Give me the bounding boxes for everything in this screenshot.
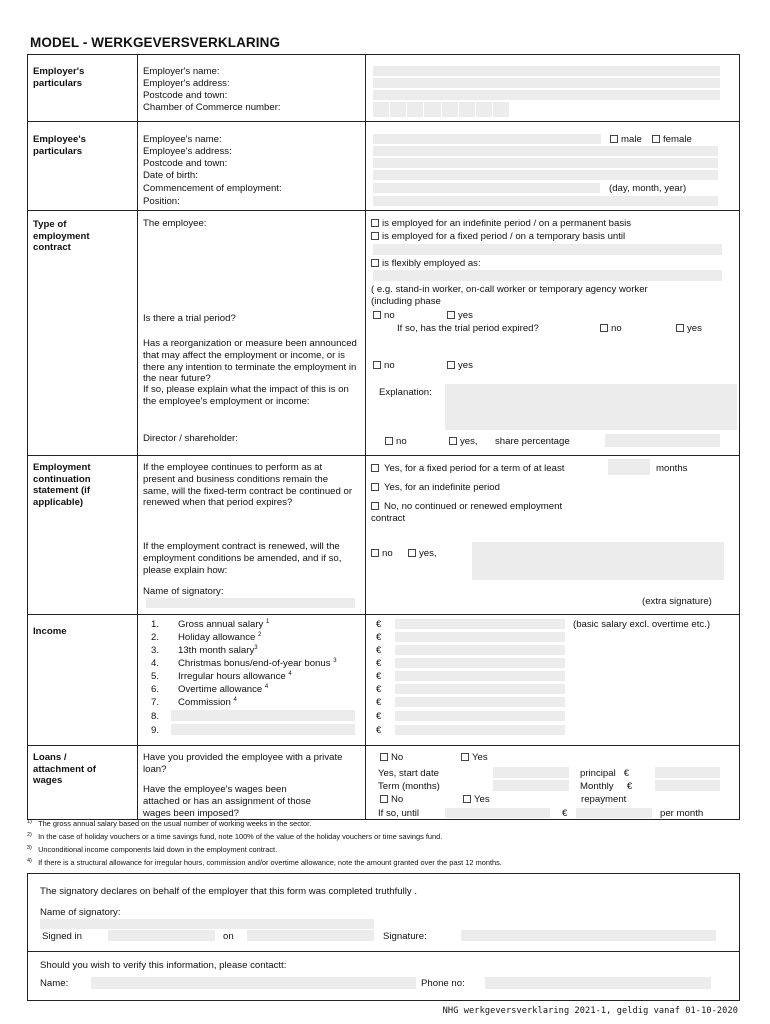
term-field[interactable] <box>493 780 569 791</box>
continue-no-checkbox[interactable] <box>371 502 379 510</box>
footnote: $^{2)}$ In the case of holiday vouchers or a time savings fund, note 100% of the value of the holiday vouchers or time savings fund. <box>27 832 443 841</box>
flexible-checkbox[interactable] <box>371 259 379 267</box>
flexible-label: is flexibly employed as: <box>382 258 481 269</box>
trial-expired-no-label: no <box>611 323 622 334</box>
income-amount-field[interactable] <box>395 697 565 707</box>
income-amount-field[interactable] <box>395 658 565 668</box>
employee-name-field[interactable] <box>373 134 601 144</box>
trial-yes-option[interactable] <box>447 310 473 322</box>
income-amount-field[interactable] <box>395 645 565 655</box>
section-continuation: Employment continuation statement (if applicable) <box>33 462 91 508</box>
footnote: $^{4)}$ If there is a structural allowance for irregular hours, commission and/or overtime allowance, note the amount granted over the past 12 months. <box>27 858 502 867</box>
contact-name-label: Name: <box>40 978 69 989</box>
employee-address-label: Employee's address: <box>143 146 232 157</box>
loan-yes-option[interactable] <box>461 752 488 764</box>
fixed-checkbox[interactable] <box>371 232 379 240</box>
conditions-yes-checkbox[interactable] <box>408 549 416 557</box>
income-amount-field[interactable] <box>395 725 565 735</box>
employer-address-label: Employer's address: <box>143 78 230 89</box>
if-so-until-label: If so, until <box>378 808 420 819</box>
continue-indefinite-option[interactable] <box>371 482 500 494</box>
continue-months-field[interactable] <box>608 459 650 475</box>
continue-no-label: No, no continued or renewed employment contract <box>371 501 563 524</box>
income-item-label: Gross annual salary $^1$ <box>178 619 270 630</box>
the-employee-label: The employee: <box>143 218 207 229</box>
income-item-number: 1. <box>151 619 160 630</box>
income-item-number: 2. <box>151 632 160 643</box>
income-item-number: 3. <box>151 645 160 656</box>
declaration-signatory-label: Name of signatory: <box>40 907 121 918</box>
continue-no-option[interactable] <box>371 501 596 525</box>
declaration-statement: The signatory declares on behalf of the employer that this form was completed truthfully . <box>40 886 418 897</box>
section-loans: Loans / attachment of wages <box>33 752 96 786</box>
declaration-signatory-field[interactable] <box>40 919 374 929</box>
on-label: on <box>223 931 234 942</box>
gender-female-option[interactable] <box>652 134 692 146</box>
male-label: male <box>621 134 642 145</box>
repayment-label: repayment <box>581 794 627 805</box>
indefinite-checkbox[interactable] <box>371 219 379 227</box>
term-label: Term (months) <box>378 781 440 792</box>
per-month-field[interactable] <box>576 808 652 818</box>
employer-postcode-field[interactable] <box>373 90 720 100</box>
employer-name-label: Employer's name: <box>143 66 220 77</box>
per-month-label: per month <box>660 808 704 819</box>
currency-symbol: € <box>376 632 382 643</box>
director-no-checkbox[interactable] <box>385 437 393 445</box>
income-item-8-label-field[interactable] <box>171 710 355 721</box>
trial-question: Is there a trial period? <box>143 313 236 324</box>
form-title: MODEL - WERKGEVERSVERKLARING <box>30 35 281 50</box>
contact-name-field[interactable] <box>91 977 416 989</box>
trial-no-option[interactable] <box>373 310 395 322</box>
footnote: $^{3)}$ Unconditional income components laid down in the employment contract. <box>27 845 278 854</box>
employer-name-field[interactable] <box>373 66 720 76</box>
conditions-yes-label: yes, <box>419 548 437 559</box>
conditions-no-checkbox[interactable] <box>371 549 379 557</box>
currency-symbol: € <box>376 619 382 630</box>
employer-coc-label: Chamber of Commerce number: <box>143 102 281 113</box>
attachment-no-option[interactable] <box>380 794 403 806</box>
loan-no-checkbox[interactable] <box>380 753 388 761</box>
until-field[interactable] <box>445 808 550 818</box>
continuation-signatory-field[interactable] <box>146 598 355 608</box>
section-employee: Employee's particulars <box>33 134 86 157</box>
continuation-question: If the employee continues to perform as at present and business conditions remain the same, will the fixed-term contract be continued or renewed when that period expires? <box>143 462 353 509</box>
reorg-yes-checkbox[interactable] <box>447 361 455 369</box>
row-divider <box>27 455 740 456</box>
signature-label: Signature: <box>383 931 427 942</box>
fixed-label: is employed for a fixed period / on a temporary basis until <box>382 231 626 242</box>
extra-signature-label: (extra signature) <box>642 596 712 607</box>
employee-position-label: Position: <box>143 196 180 207</box>
director-no-option[interactable] <box>385 436 407 448</box>
principal-field[interactable] <box>655 767 720 778</box>
share-percentage-field[interactable] <box>605 434 720 447</box>
employer-postcode-label: Postcode and town: <box>143 90 228 101</box>
fixed-option[interactable] <box>371 231 625 243</box>
income-item-9-label-field[interactable] <box>171 724 355 735</box>
employee-postcode-field[interactable] <box>373 158 718 168</box>
monthly-field[interactable] <box>655 780 720 791</box>
currency-symbol: € <box>376 697 382 708</box>
explanation-label: Explanation: <box>379 387 432 398</box>
employer-coc-field[interactable] <box>373 102 509 117</box>
verify-statement: Should you wish to verify this information, please contactt: <box>40 960 287 971</box>
conditions-explain-field[interactable] <box>472 542 724 580</box>
row-divider <box>27 745 740 746</box>
explanation-field[interactable] <box>445 384 737 430</box>
footnote: $^{1)}$ The gross annual salary based on the usual number of working weeks in the sector. <box>27 819 312 828</box>
currency-symbol: € <box>376 711 382 722</box>
declaration-divider <box>27 951 740 952</box>
signed-in-field[interactable] <box>108 930 215 941</box>
currency-symbol: € <box>376 684 382 695</box>
principal-label: principal € <box>580 768 630 779</box>
currency-symbol: € <box>376 658 382 669</box>
trial-expired-question: If so, has the trial period expired? <box>397 323 539 334</box>
employee-name-label: Employee's name: <box>143 134 222 145</box>
director-yes-option[interactable] <box>449 436 478 448</box>
continue-fixed-option[interactable] <box>371 463 564 475</box>
share-percentage-label: share percentage <box>495 436 570 447</box>
employee-address-field[interactable] <box>373 146 718 156</box>
income-item-number: 5. <box>151 671 160 682</box>
gender-male-option[interactable] <box>610 134 642 146</box>
income-item-label: Commission $^4$ <box>178 697 237 708</box>
monthly-label: Monthly € <box>580 781 633 792</box>
income-item-number: 9. <box>151 725 160 736</box>
flexible-option[interactable] <box>371 258 481 270</box>
trial-expired-yes-option[interactable] <box>676 323 702 335</box>
trial-yes-label: yes <box>458 310 473 321</box>
employee-dob-label: Date of birth: <box>143 170 198 181</box>
basic-salary-note: (basic salary excl. overtime etc.) <box>573 619 711 630</box>
attachment-no-label: No <box>391 794 404 805</box>
conditions-no-option[interactable] <box>371 548 393 560</box>
trial-expired-no-option[interactable] <box>600 323 622 335</box>
employee-postcode-label: Postcode and town: <box>143 158 228 169</box>
loan-no-option[interactable] <box>380 752 403 764</box>
reorg-yes-label: yes <box>458 360 473 371</box>
income-item-label: Overtime allowance $^4$ <box>178 684 269 695</box>
income-item-number: 7. <box>151 697 160 708</box>
income-amount-field[interactable] <box>395 632 565 642</box>
currency-symbol: € <box>376 645 382 656</box>
indefinite-label: is employed for an indefinite period / on a permanent basis <box>382 218 632 229</box>
reorg-question: Has a reorganization or measure been announced that may affect the employment or income, or is there any intention to terminate the employment in the near future? <box>143 338 357 385</box>
continue-fixed-label: Yes, for a fixed period for a term of at least <box>384 463 565 474</box>
conditions-question: If the employment contract is renewed, will the employment conditions be amended, and if so, please explain how: <box>143 541 342 576</box>
start-date-label: Yes, start date <box>378 768 439 779</box>
attachment-yes-label: Yes <box>474 794 490 805</box>
row-divider <box>27 210 740 211</box>
employee-dob-field[interactable] <box>373 170 718 180</box>
section-employer: Employer's particulars <box>33 66 85 89</box>
section-contract: Type of employment contract <box>33 219 90 253</box>
income-amount-field[interactable] <box>395 671 565 681</box>
loan-no-label: No <box>391 752 404 763</box>
attachment-yes-checkbox[interactable] <box>463 795 471 803</box>
continue-indefinite-label: Yes, for an indefinite period <box>384 482 500 493</box>
reorg-explain-prompt: If so, please explain what the impact of this is on the employee's employment or income: <box>143 384 349 407</box>
trial-yes-checkbox[interactable] <box>447 311 455 319</box>
section-income: Income <box>33 626 67 637</box>
income-amount-field[interactable] <box>395 619 565 629</box>
income-item-label: Christmas bonus/end-of-year bonus $^3$ <box>178 658 337 669</box>
income-amount-field[interactable] <box>395 711 565 721</box>
reorg-no-checkbox[interactable] <box>373 361 381 369</box>
attachment-no-checkbox[interactable] <box>380 795 388 803</box>
trial-expired-no-checkbox[interactable] <box>600 324 608 332</box>
income-item-number: 8. <box>151 711 160 722</box>
employer-address-field[interactable] <box>373 78 720 88</box>
column-divider-1 <box>137 54 138 820</box>
loan-yes-label: Yes <box>472 752 488 763</box>
trial-no-label: no <box>384 310 395 321</box>
director-yes-checkbox[interactable] <box>449 437 457 445</box>
indefinite-option[interactable] <box>371 218 631 230</box>
row-divider <box>27 121 740 122</box>
continue-indefinite-checkbox[interactable] <box>371 483 379 491</box>
flexible-field[interactable] <box>373 270 722 281</box>
signed-in-label: Signed in <box>42 931 83 942</box>
row-divider <box>27 614 740 615</box>
reorg-no-label: no <box>384 360 395 371</box>
contact-phone-field[interactable] <box>485 977 711 989</box>
income-item-number: 6. <box>151 684 160 695</box>
date-format-hint: (day, month, year) <box>609 183 687 194</box>
trial-no-checkbox[interactable] <box>373 311 381 319</box>
per-month-currency: € <box>562 808 568 819</box>
employee-position-field[interactable] <box>373 196 718 206</box>
flex-example-text: ( e.g. stand-in worker, on-call worker or temporary agency worker (including phase <box>371 284 648 307</box>
currency-symbol: € <box>376 725 382 736</box>
months-label: months <box>656 463 688 474</box>
income-item-label: 13th month salary$^3$ <box>178 645 258 656</box>
director-question: Director / shareholder: <box>143 433 238 444</box>
female-checkbox[interactable] <box>652 135 660 143</box>
employee-commencement-field[interactable] <box>373 183 600 193</box>
loan-question: Have you provided the employee with a private loan? <box>143 752 343 775</box>
signed-on-field[interactable] <box>247 930 374 941</box>
continue-fixed-checkbox[interactable] <box>371 464 379 472</box>
trial-expired-yes-checkbox[interactable] <box>676 324 684 332</box>
loan-yes-checkbox[interactable] <box>461 753 469 761</box>
income-amount-field[interactable] <box>395 684 565 694</box>
conditions-no-label: no <box>382 548 393 559</box>
income-item-label: Irregular hours allowance $^4$ <box>178 671 292 682</box>
employee-commencement-label: Commencement of employment: <box>143 183 282 194</box>
income-item-number: 4. <box>151 658 160 669</box>
director-no-label: no <box>396 436 407 447</box>
start-date-field[interactable] <box>493 767 569 778</box>
income-item-label: Holiday allowance $^2$ <box>178 632 262 643</box>
currency-symbol: € <box>376 671 382 682</box>
male-checkbox[interactable] <box>610 135 618 143</box>
conditions-yes-option[interactable] <box>408 548 437 560</box>
signature-field[interactable] <box>461 930 716 941</box>
reorg-yes-option[interactable] <box>447 360 473 372</box>
continuation-signatory-label: Name of signatory: <box>143 586 224 597</box>
female-label: female <box>663 134 692 145</box>
director-yes-label: yes, <box>460 436 478 447</box>
attachment-yes-option[interactable] <box>463 794 490 806</box>
form-reference: NHG werkgeversverklaring 2021-1, geldig vanaf 01-10-2020 <box>442 1006 738 1016</box>
reorg-no-option[interactable] <box>373 360 395 372</box>
column-divider-2 <box>365 54 366 820</box>
contact-phone-label: Phone no: <box>421 978 465 989</box>
attachment-question: Have the employee's wages been attached or has an assignment of those wages been imposed? <box>143 784 311 819</box>
trial-expired-yes-label: yes <box>687 323 702 334</box>
fixed-until-field[interactable] <box>373 244 722 255</box>
